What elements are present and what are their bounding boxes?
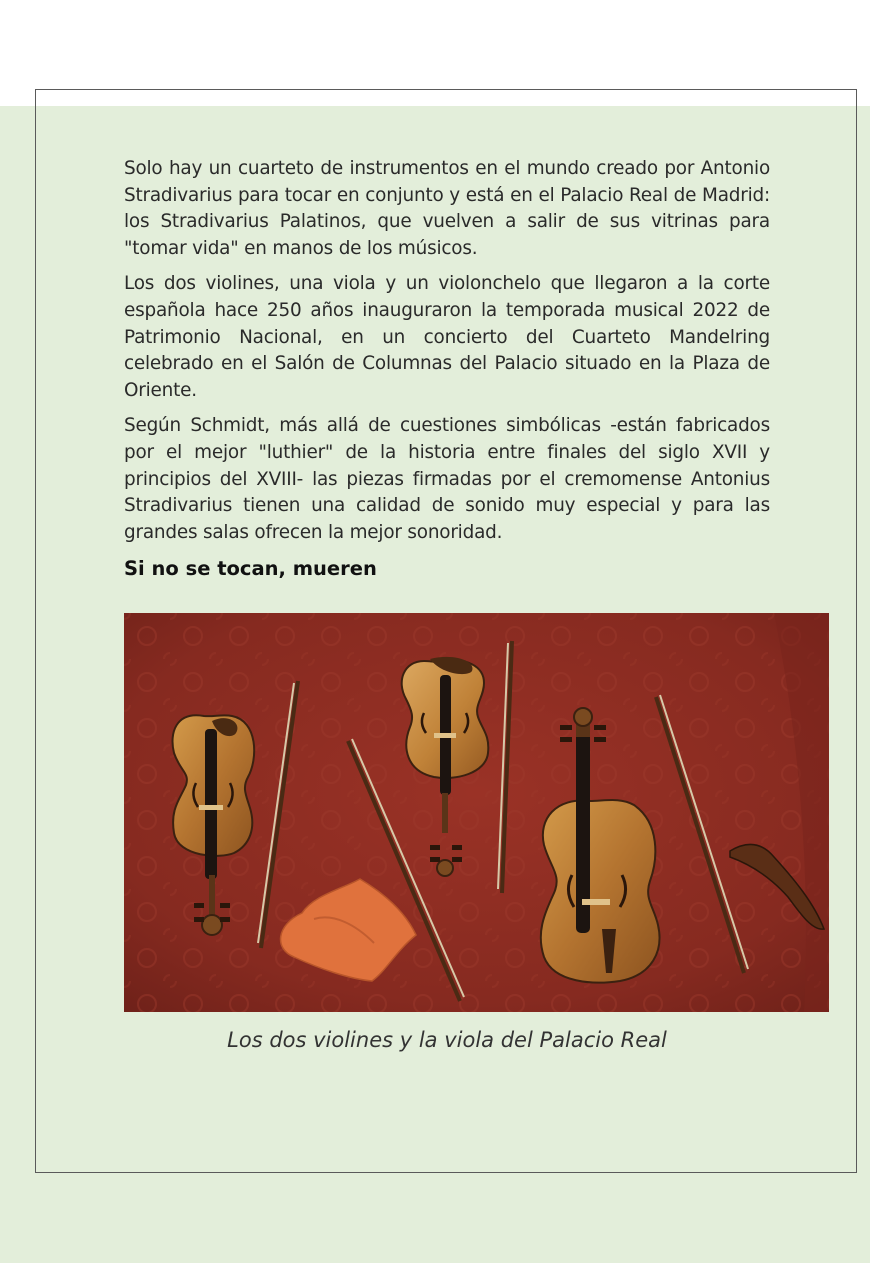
instruments-photo-illustration bbox=[124, 613, 829, 1012]
photo-caption: Los dos violines y la viola del Palacio Real bbox=[227, 1028, 667, 1052]
instruments-photo bbox=[124, 613, 829, 1012]
section-heading: Si no se tocan, mueren bbox=[124, 557, 377, 581]
article-body bbox=[124, 156, 770, 583]
paragraph-3: Según Schmidt, más allá de cuestiones simbólicas -están fabricados por el mejor "luthier" de la historia entre finales del siglo XVII y principios del XVIII- las piezas firmadas por el cremomense Antonius Stradivarius tienen una calidad de sonido muy especial y para las grandes salas ofrecen la mejor sonoridad. bbox=[124, 415, 770, 543]
paragraph-1: Solo hay un cuarteto de instrumentos en el mundo creado por Antonio Stradivarius para tocar en conjunto y está en el Palacio Real de Madrid: los Stradivarius Palatinos, que vuelven a salir de sus vitrinas para "tomar vida" en manos de los músicos. bbox=[124, 158, 770, 259]
paragraph-2: Los dos violines, una viola y un violonchelo que llegaron a la corte española hace 250 años inauguraron la temporada musical 2022 de Patrimonio Nacional, en un concierto del Cuarteto Mandelring celebrado en el Salón de Columnas del Palacio situado en la Plaza de Oriente. bbox=[124, 273, 770, 401]
